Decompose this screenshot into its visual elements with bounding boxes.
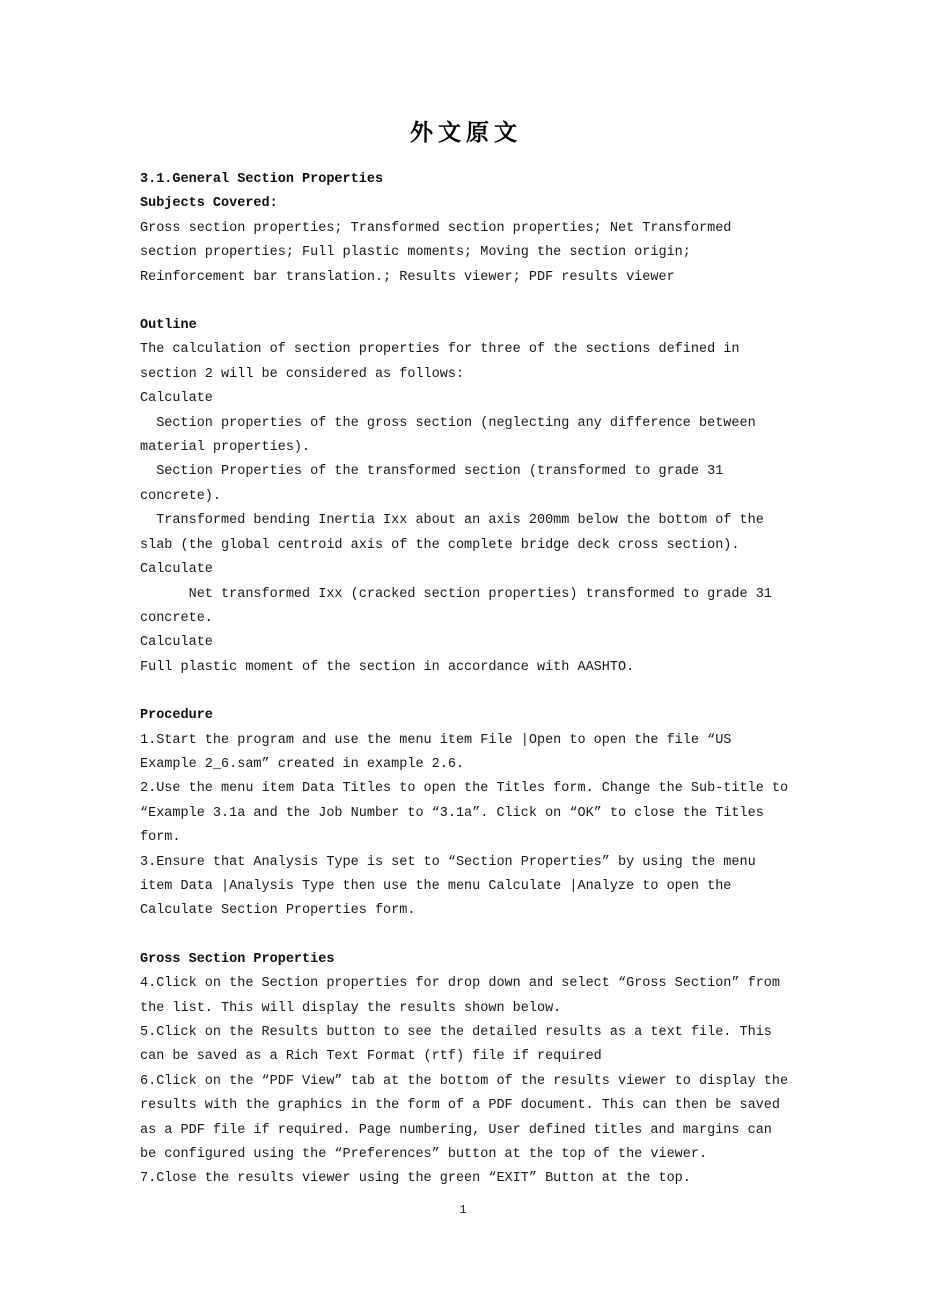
heading-gross-section-properties: Gross Section Properties <box>140 951 335 967</box>
gross-step: 6.Click on the “PDF View” tab at the bottom of the results viewer to display the results with the graphics in the form of a PDF document. This can then be saved as a PDF file if required. Page numbering, User defined titles and margins can be configured using the “Preferences” button at the top of the viewer. <box>140 1073 797 1163</box>
outline-line: Calculate <box>140 562 213 578</box>
outline-intro: The calculation of section properties for three of the sections defined in section 2 will be considered as follows: <box>140 342 748 382</box>
heading-subjects-covered: Subjects Covered: <box>140 196 278 212</box>
gross-step: 5.Click on the Results button to see the detailed results as a text file. This can be saved as a Rich Text Format (rtf) file if required <box>140 1025 781 1065</box>
outline-line: Calculate <box>140 391 213 407</box>
gross-step: 4.Click on the Section properties for drop down and select “Gross Section” from the list. This will display the results shown below. <box>140 976 789 1016</box>
outline-line: Calculate <box>140 635 213 651</box>
doc-title: 外文原文 <box>410 120 522 146</box>
subjects-covered-text: Gross section properties; Transformed section properties; Net Transformed section properties; Full plastic moments; Moving the section origin; Reinforcement bar translation.; Results viewer; PDF results viewer <box>140 220 740 285</box>
procedure-step: 2.Use the menu item Data Titles to open the Titles form. Change the Sub-title to “Example 3.1a and the Job Number to “3.1a”. Click on “OK” to close the Titles form. <box>140 781 797 846</box>
procedure-step: 1.Start the program and use the menu item File |Open to open the file “US Example 2_6.sam” created in example 2.6. <box>140 732 740 772</box>
outline-line: Full plastic moment of the section in accordance with AASHTO. <box>140 659 635 675</box>
page-number: 1 <box>459 1203 467 1217</box>
outline-line: Net transformed Ixx (cracked section properties) transformed to grade 31 concrete. <box>140 586 781 626</box>
procedure-step: 3.Ensure that Analysis Type is set to “Section Properties” by using the menu item Data |Analysis Type then use the menu Calculate |Analyze to open the Calculate Section Properties form. <box>140 854 764 919</box>
outline-line: Section properties of the gross section (neglecting any difference between material properties). <box>140 415 764 456</box>
outline-line: Section Properties of the transformed section (transformed to grade 31 concrete). <box>140 464 732 504</box>
heading-procedure: Procedure <box>140 708 213 724</box>
heading-general-section-properties: 3.1.General Section Properties <box>140 172 384 187</box>
gross-step: 7.Close the results viewer using the green “EXIT” Button at the top. <box>140 1171 691 1187</box>
heading-outline: Outline <box>140 318 197 334</box>
outline-line: Transformed bending Inertia Ixx about an axis 200mm below the bottom of the slab (the global centroid axis of the complete bridge deck cross section). <box>140 513 772 553</box>
